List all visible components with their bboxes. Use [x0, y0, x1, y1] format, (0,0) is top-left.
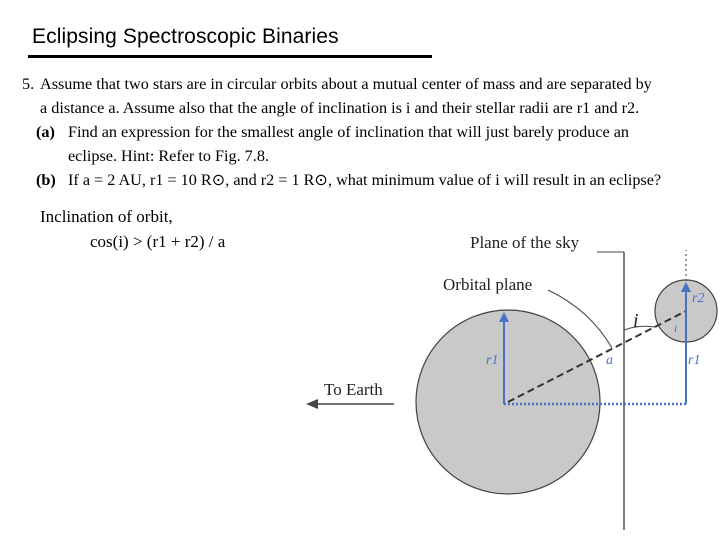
part-a-label: (a) — [36, 123, 55, 141]
r1-right-label: r1 — [688, 353, 701, 368]
note-formula: cos(i) > (r1 + r2) / a — [90, 232, 226, 251]
a-label: a — [606, 353, 613, 368]
intro-line: Assume that two stars are in circular orbits about a mutual center of mass and are separated by — [40, 75, 652, 93]
to-earth-label: To Earth — [324, 380, 383, 399]
part-b-line: If a = 2 AU, r1 = 10 R⊙, and r2 = 1 R⊙, what minimum value of i will result in an eclipse? — [68, 171, 662, 189]
plane-of-sky-label: Plane of the sky — [470, 233, 580, 252]
problem-number: 5. — [22, 75, 35, 93]
to-earth-arrowhead — [306, 399, 318, 409]
angle-i-label: i — [633, 310, 639, 332]
small-i-label: i — [674, 321, 678, 335]
intro-line: a distance a. Assume also that the angle of inclination is i and their stellar radii are r1 and r2. — [40, 99, 640, 117]
part-a-line: Find an expression for the smallest angle of inclination that will just barely produce an — [68, 123, 630, 141]
r2-label: r2 — [692, 291, 705, 306]
note-line-1: Inclination of orbit, — [40, 207, 173, 226]
slide-title: Eclipsing Spectroscopic Binaries — [32, 25, 339, 48]
part-a-line: eclipse. Hint: Refer to Fig. 7.8. — [68, 147, 269, 165]
r1-left-label: r1 — [486, 353, 499, 368]
orbital-plane-label: Orbital plane — [443, 275, 533, 294]
part-b-label: (b) — [36, 171, 56, 189]
